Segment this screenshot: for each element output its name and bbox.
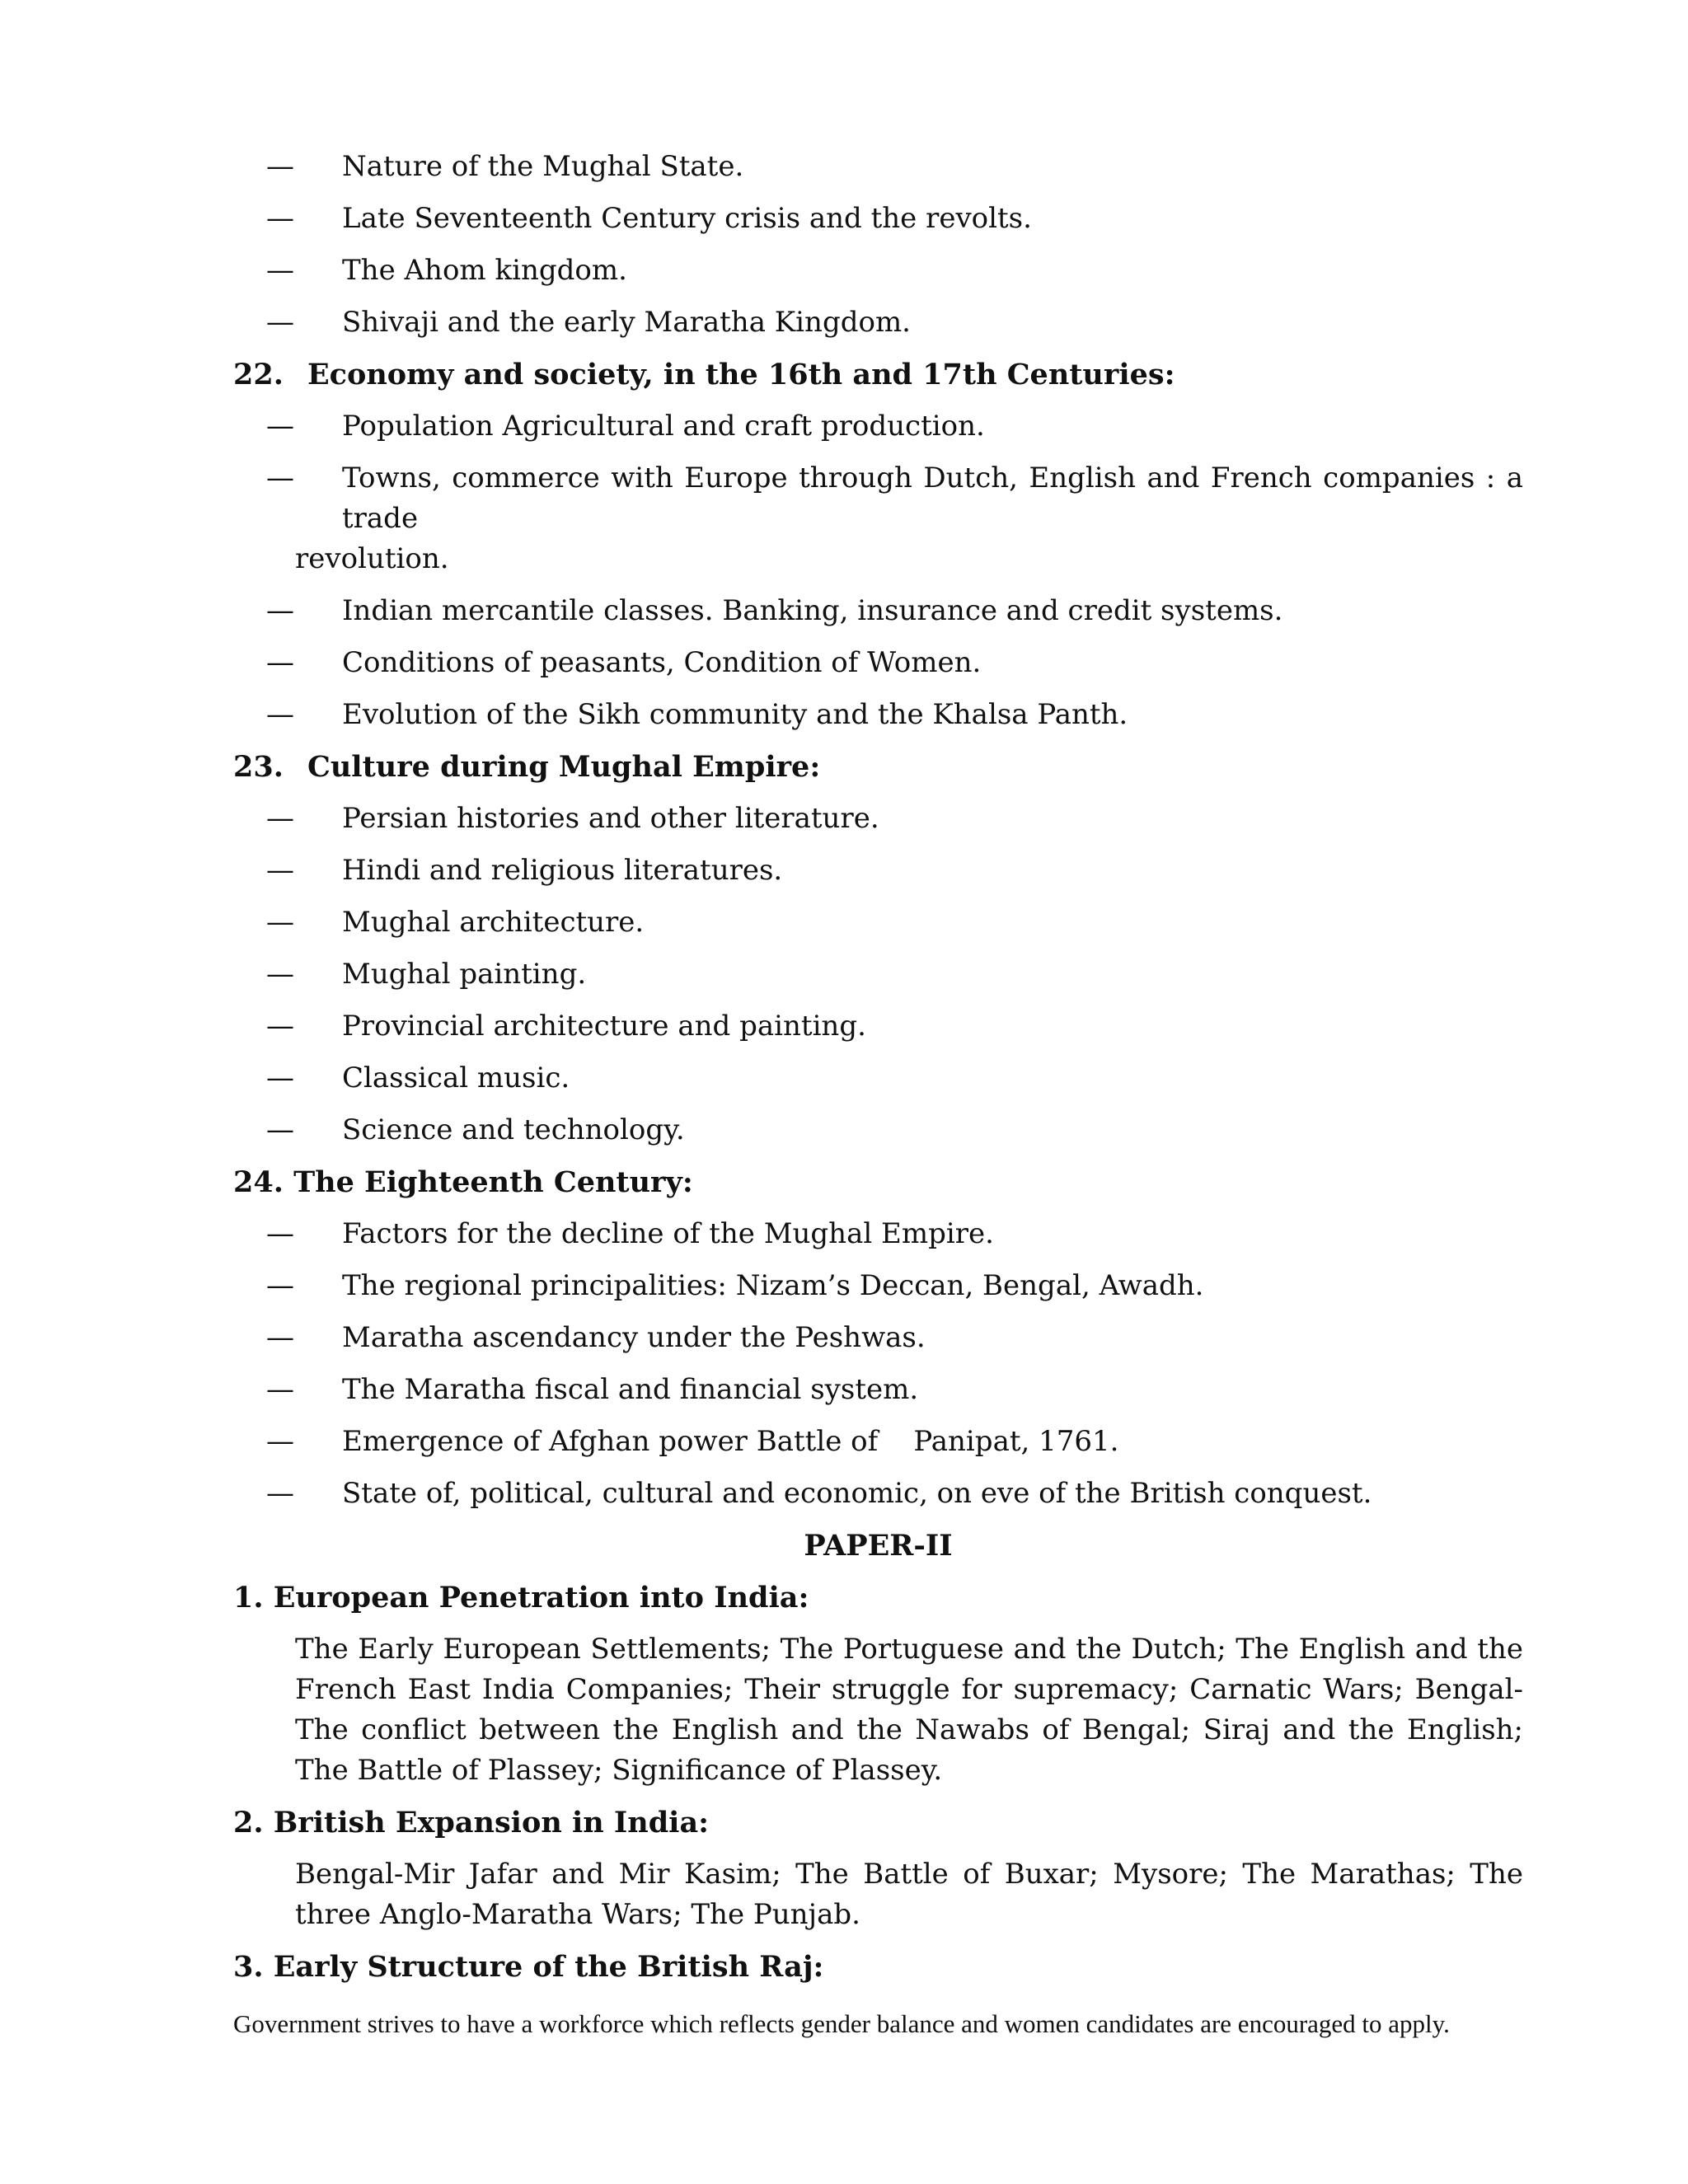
dash-marker: — [266, 1010, 294, 1043]
list-item [233, 643, 1523, 683]
list-item [233, 902, 1523, 943]
dash-marker: — [266, 802, 294, 835]
list-item [233, 851, 1523, 891]
list-item-text: Classical music. [342, 1062, 570, 1094]
section-heading-23 [233, 747, 1523, 787]
dash-marker: — [266, 906, 294, 939]
list-item-text: Evolution of the Sikh community and the Khalsa Panth. [342, 698, 1128, 731]
dash-marker: — [266, 306, 294, 339]
list-item-text: Hindi and religious literatures. [342, 854, 783, 887]
list-item-text: Persian histories and other literature. [342, 802, 879, 835]
list-item [233, 406, 1523, 447]
list-item-text: Nature of the Mughal State. [342, 150, 744, 183]
list-item [233, 1006, 1523, 1047]
list-item [233, 1474, 1523, 1514]
list-item-text: Population Agricultural and craft production. [342, 410, 985, 443]
document-page [233, 147, 1523, 1999]
dash-marker: — [266, 1217, 294, 1250]
section-heading-24: 24. The Eighteenth Century: [233, 1165, 693, 1199]
list-item-text: Conditions of peasants, Condition of Women. [342, 646, 982, 679]
section-heading-22 [233, 354, 1523, 395]
list-item-text: The regional principalities: Nizam’s Deccan, Bengal, Awadh. [342, 1269, 1204, 1302]
list-item [233, 591, 1523, 631]
dash-marker: — [266, 1269, 294, 1302]
list-item [233, 1058, 1523, 1099]
dash-marker: — [266, 1477, 294, 1510]
list-item-text: Maratha ascendancy under the Peshwas. [342, 1321, 926, 1354]
list-item-text: Shivaji and the early Maratha Kingdom. [342, 306, 911, 339]
list-item-text: Towns, commerce with Europe through Dutch, English and French companies : a trade [342, 462, 1523, 535]
list-item-continuation: revolution. [295, 542, 449, 575]
dash-marker: — [266, 1321, 294, 1354]
list-item-text: Factors for the decline of the Mughal Empire. [342, 1217, 994, 1250]
dash-marker: — [266, 202, 294, 235]
dash-marker: — [266, 646, 294, 679]
dash-marker: — [266, 462, 294, 494]
dash-marker: — [266, 1373, 294, 1406]
dash-marker: — [266, 854, 294, 887]
list-item [233, 1422, 1523, 1462]
list-item-text: Provincial architecture and painting. [342, 1010, 866, 1043]
list-item [233, 199, 1523, 239]
paper2-paragraph-1: The Early European Settlements; The Portuguese and the Dutch; The English and the French East India Companies; Their struggle for supremacy; Carnatic Wars; Bengal-The conflict between the English and the Nawabs of Bengal; Siraj and the English; The Battle of Plassey; Significance of Plassey. [295, 1633, 1523, 1787]
paper2-heading-1: 1. European Penetration into India: [233, 1581, 809, 1615]
dash-marker: — [266, 254, 294, 287]
list-item [233, 1266, 1523, 1306]
list-item-text: Late Seventeenth Century crisis and the revolts. [342, 202, 1032, 235]
list-item [233, 954, 1523, 995]
dash-marker: — [266, 1113, 294, 1146]
dash-marker: — [266, 410, 294, 443]
list-item [233, 695, 1523, 735]
list-item-text: Emergence of Afghan power Battle of Panipat, 1761. [342, 1425, 1119, 1458]
dash-marker: — [266, 1425, 294, 1458]
paper2-heading-2: 2. British Expansion in India: [233, 1806, 710, 1840]
list-item-text: The Maratha fiscal and financial system. [342, 1373, 919, 1406]
list-item [233, 1370, 1523, 1410]
list-item [233, 1318, 1523, 1358]
list-item [233, 302, 1523, 343]
list-item [233, 1110, 1523, 1151]
list-item [233, 458, 1523, 579]
list-item-text: The Ahom kingdom. [342, 254, 627, 287]
list-item-text: Science and technology. [342, 1113, 685, 1146]
section-title: Culture during Mughal Empire: [307, 750, 821, 784]
paper2-heading-3: 3. Early Structure of the British Raj: [233, 1950, 824, 1984]
list-item [233, 1214, 1523, 1254]
dash-marker: — [266, 594, 294, 627]
list-item-text: Mughal painting. [342, 958, 587, 991]
paper2-paragraph-2: Bengal-Mir Jafar and Mir Kasim; The Battle of Buxar; Mysore; The Marathas; The three Anglo-Maratha Wars; The Punjab. [295, 1858, 1523, 1931]
dash-marker: — [266, 150, 294, 183]
dash-marker: — [266, 1062, 294, 1094]
paper-title: PAPER-II [804, 1529, 953, 1563]
list-item [233, 147, 1523, 187]
list-item [233, 251, 1523, 291]
dash-marker: — [266, 698, 294, 731]
footer-note: Government strives to have a workforce which reflects gender balance and women candidates are encouraged to apply. [233, 2009, 1450, 2038]
list-item-text: State of, political, cultural and economic, on eve of the British conquest. [342, 1477, 1372, 1510]
section-number: 23. [233, 750, 284, 784]
section-number: 22. [233, 358, 284, 391]
list-item [233, 799, 1523, 839]
dash-marker: — [266, 958, 294, 991]
section-title: Economy and society, in the 16th and 17th Centuries: [307, 358, 1175, 391]
list-item-text: Indian mercantile classes. Banking, insurance and credit systems. [342, 594, 1283, 627]
list-item-text: Mughal architecture. [342, 906, 645, 939]
